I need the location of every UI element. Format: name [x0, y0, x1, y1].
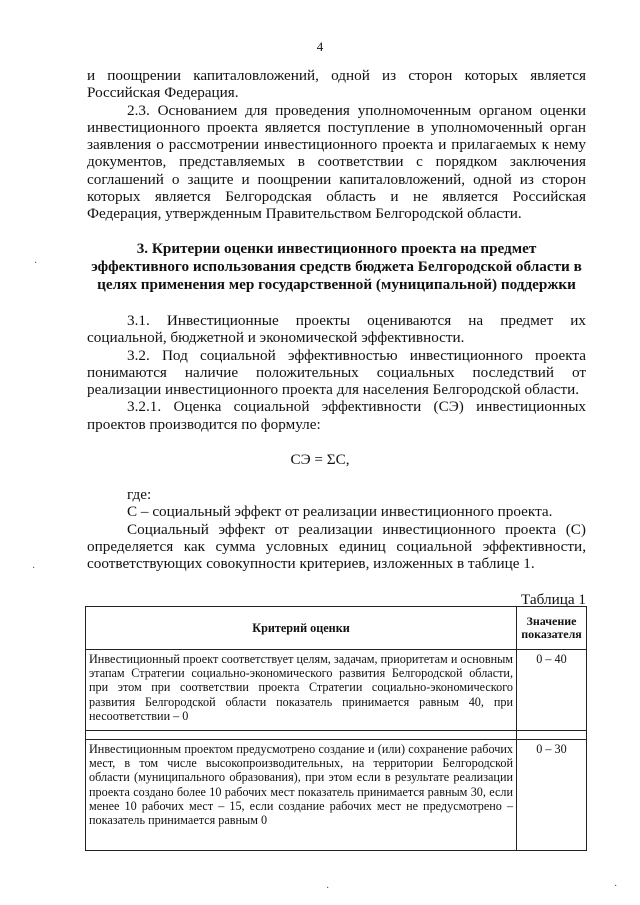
page-number: 4	[316, 39, 324, 54]
section-heading: 3. Критерии оценки инвестиционного проекта на предмет эффективного использования средств бюджета Белгородской области в целях применения мер государственной (муниципальной) поддержки	[91, 240, 582, 293]
scan-speck: ·	[34, 258, 38, 269]
header-criterion: Критерий оценки	[86, 607, 517, 650]
criterion-cell: Инвестиционным проектом предусмотрено создание и (или) сохранение рабочих мест, в том числе высокопроизводительных, на территории Белгородской области (муниципального образования), при этом если в результате реализации проекта создано более 10 рабочих мест показатель принимается равным 30, если менее 10 рабочих мест – 15, если создание рабочих мест не предусмотрено – показатель принимается равным 0	[86, 740, 517, 851]
table-row	[86, 740, 587, 851]
value-cell: 0 – 40	[517, 650, 587, 731]
paragraph-continuation: и поощрении капиталовложений, одной из сторон которых является Российская Федерация.	[87, 67, 586, 102]
c-definition: С – социальный эффект от реализации инвестиционного проекта.	[127, 503, 553, 521]
formula: СЭ = ΣС,	[290, 451, 350, 468]
scan-speck: ·	[32, 563, 36, 574]
table-header-row	[86, 607, 587, 650]
paragraph-2-3: 2.3. Основанием для проведения уполномоченным органом оценки инвестиционного проекта является поступление в уполномоченный орган заявления о рассмотрении инвестиционного проекта и прилагаемых к нему документов, представляемых в соответствии с порядком заключения соглашений о защите и поощрении капиталовложений, одной из сторон которых является Белгородская область и не является Российская Федерация, утвержденным Правительством Белгородской области.	[87, 101, 586, 223]
table-row	[86, 650, 587, 731]
table-caption: Таблица 1	[521, 591, 586, 608]
criteria-table	[85, 606, 587, 851]
scan-speck: ·	[326, 883, 330, 894]
header-value: Значение показателя	[517, 607, 587, 650]
criterion-cell: Инвестиционный проект соответствует целям, задачам, приоритетам и основным этапам Стратегии социально-экономического развития Белгородской области, при этом при соответствии проекта Стратегии социально-экономического развития Белгородской области показатель принимается равным 40, при несоответствии – 0	[86, 650, 517, 731]
paragraph-3-2-1: 3.2.1. Оценка социальной эффективности (СЭ) инвестиционных проектов производится по формуле:	[87, 398, 586, 433]
value-cell: 0 – 30	[517, 740, 587, 851]
scan-speck: ·	[614, 881, 618, 892]
table-gap	[86, 731, 587, 740]
top-paragraphs	[87, 67, 586, 223]
paragraph-3-2: 3.2. Под социальной эффективностью инвестиционного проекта понимаются наличие положительных социальных последствий от реализации инвестиционного проекта для населения Белгородской области.	[87, 346, 586, 399]
where-label: где:	[127, 486, 152, 503]
definitions	[87, 486, 586, 572]
social-effect-paragraph: Социальный эффект от реализации инвестиционного проекта (С) определяется как сумма условных единиц социальной эффективности, соответствующих совокупности критериев, изложенных в таблице 1.	[87, 520, 586, 573]
mid-paragraphs	[87, 312, 586, 433]
paragraph-3-1: 3.1. Инвестиционные проекты оцениваются на предмет их социальной, бюджетной и экономической эффективности.	[87, 312, 586, 347]
